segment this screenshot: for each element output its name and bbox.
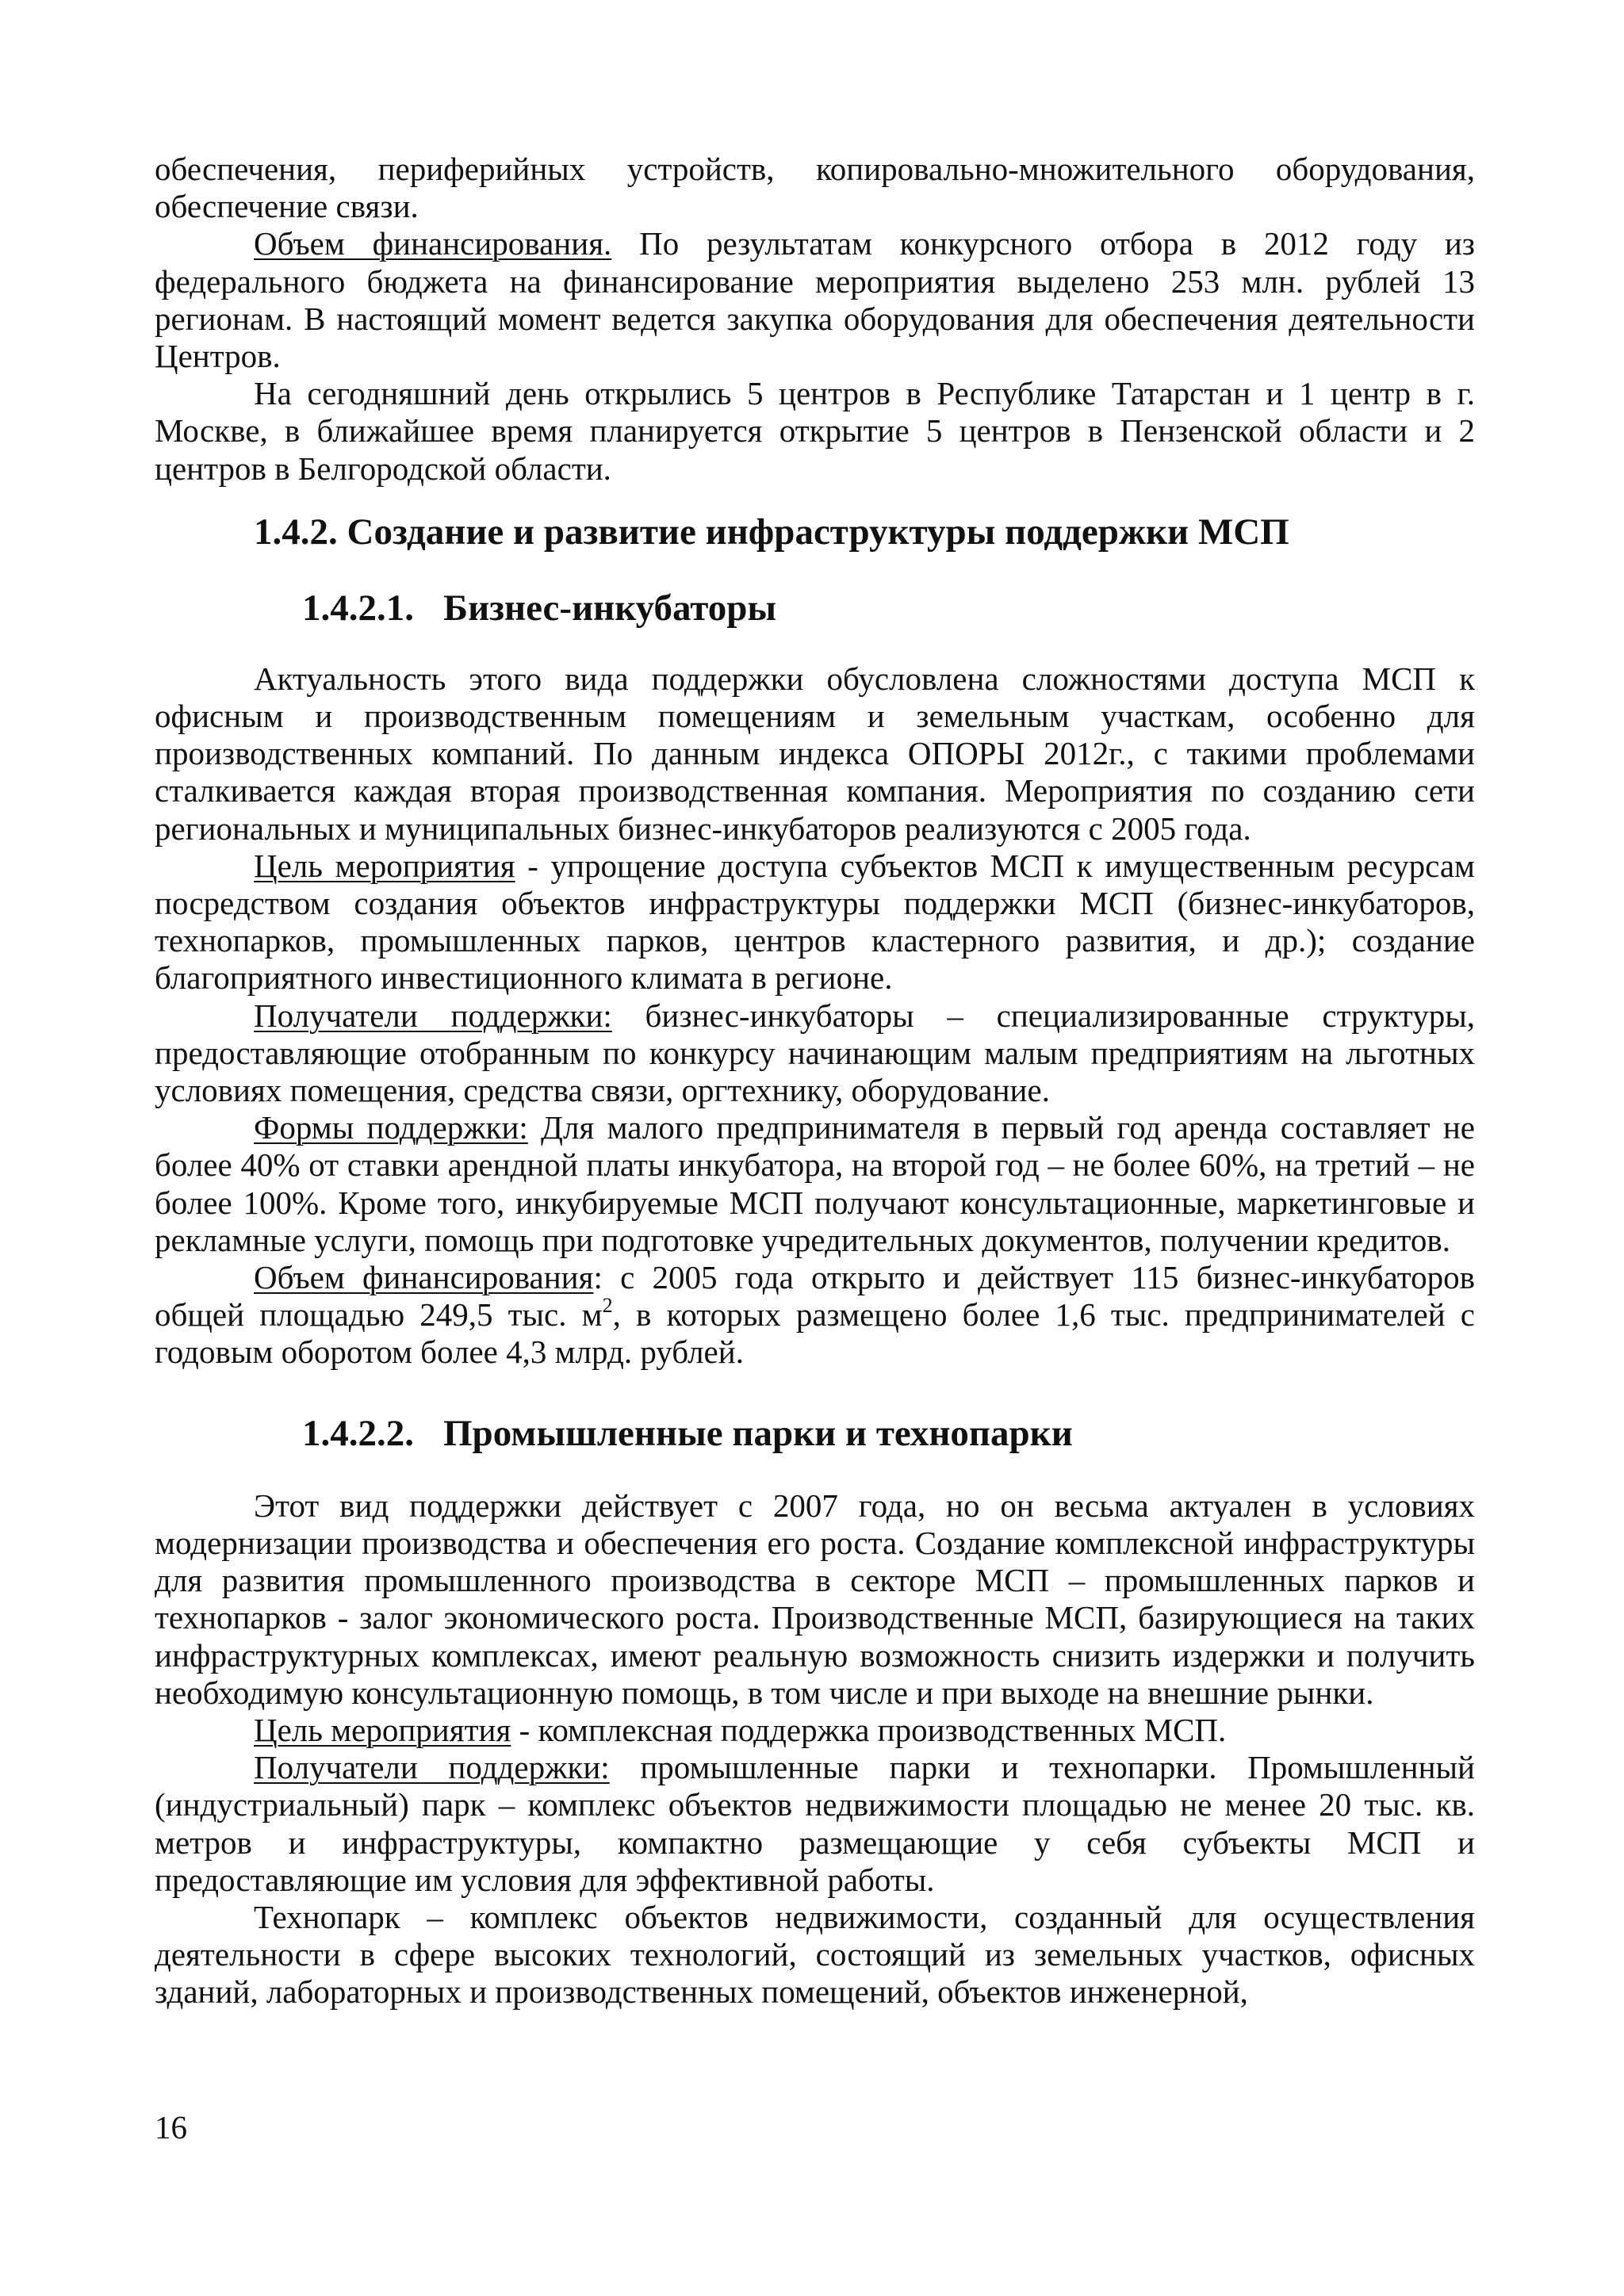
label-recipients: Получатели поддержки: [254, 1749, 610, 1786]
superscript-2: 2 [602, 1294, 613, 1318]
heading-title: Промышленные парки и технопарки [443, 1412, 1073, 1454]
label-goal: Цель мероприятия [254, 1711, 511, 1748]
label-forms: Формы поддержки: [254, 1109, 528, 1146]
label-financing: Объем финансирования [254, 1259, 594, 1296]
label-goal: Цель мероприятия [254, 847, 515, 884]
text-financing-a: : с 2005 года открыто и действует 115 бизнес-инкубаторов общей площадью 249,5 тыс. м [155, 1259, 1475, 1334]
paragraph-incubators-financing [155, 1259, 1475, 1372]
paragraph-incubators-recipients [155, 997, 1475, 1110]
paragraph-parks-goal [155, 1712, 1475, 1749]
heading-number: 1.4.2.1. [302, 587, 414, 629]
paragraph-parks-relevance: Этот вид поддержки действует с 2007 года, но он весьма актуален в условиях модернизации производства и обеспечения его роста. Создание комплексной инфраструктуры для развития промышленного производства в секторе МСП – промышленных парков и технопарков - залог экономического роста. Производственные МСП, базирующиеся на таких инфраструктурных комплексах, имеют реальную возможность снизить издержки и получить необходимую консультационную помощь, в том числе и при выходе на внешние рынки. [155, 1487, 1475, 1711]
paragraph-incubators-goal [155, 848, 1475, 997]
heading-title: Бизнес-инкубаторы [443, 587, 777, 629]
text-recipients: бизнес-инкубаторы – специализированные структуры, предоставляющие отобранным по конкурсу начинающим малым предприятиям на льготных условиях помещения, средства связи, оргтехнику, оборудование. [155, 997, 1475, 1109]
text-financing-volume: По результатам конкурсного отбора в 2012 году из федерального бюджета на финансирование мероприятия выделено 253 млн. рублей 13 регионам. В настоящий момент ведется закупка оборудования для обеспечения деятельности Центров. [155, 225, 1476, 375]
text-goal: - упрощение доступа субъектов МСП к имущественным ресурсам посредством создания объектов инфраструктуры поддержки МСП (бизнес-инкубаторов, технопарков, промышленных парков, центров кластерного развития, и др.); создание благоприятного инвестиционного климата в регионе. [155, 847, 1475, 997]
label-recipients: Получатели поддержки: [254, 997, 612, 1034]
text-forms: Для малого предпринимателя в первый год аренда составляет не более 40% от ставки арендной платы инкубатора, на второй год – не более 60%, на третий – не более 100%. Кроме того, инкубируемые МСП получают консультационные, маркетинговые и рекламные услуги, помощь при подготовке учредительных документов, получении кредитов. [155, 1109, 1475, 1258]
paragraph-technopark: Технопарк – комплекс объектов недвижимости, созданный для осуществления деятельности в сфере высоких технологий, состоящий из земельных участков, офисных зданий, лабораторных и производственных помещений, объектов инженерной, [155, 1898, 1475, 2011]
page-number: 16 [155, 2109, 187, 2145]
heading-number: 1.4.2.2. [302, 1412, 414, 1454]
paragraph-parks-recipients [155, 1749, 1475, 1899]
paragraph-incubators-forms [155, 1109, 1475, 1259]
heading-1-4-2-2 [155, 1411, 1475, 1456]
document-page [155, 151, 1475, 2011]
heading-1-4-2: 1.4.2. Создание и развитие инфраструктуры поддержки МСП [254, 511, 1289, 553]
paragraph-incubators-relevance: Актуальность этого вида поддержки обусловлена сложностями доступа МСП к офисным и производственным помещениям и земельным участкам, особенно для производственных компаний. По данным индекса ОПОРЫ 2012г., с такими проблемами сталкивается каждая вторая производственная компания. Мероприятия по созданию сети региональных и муниципальных бизнес-инкубаторов реализуются с 2005 года. [155, 660, 1475, 847]
paragraph-support-equipment: обеспечения, периферийных устройств, копировально-множительного оборудования, обеспечение связи. [155, 151, 1475, 225]
text-goal: - комплексная поддержка производственных МСП. [511, 1711, 1227, 1748]
label-financing-volume: Объем финансирования. [254, 225, 612, 262]
text-financing-b: , в которых размещено более 1,6 тыс. предпринимателей с годовым оборотом более 4,3 млрд. рублей. [155, 1296, 1475, 1371]
text-recipients: промышленные парки и технопарки. Промышленный (индустриальный) парк – комплекс объектов недвижимости площадью не менее 20 тыс. кв. метров и инфраструктуры, компактно размещающие у себя субъекты МСП и предоставляющие им условия для эффективной работы. [155, 1749, 1476, 1898]
paragraph-centers-opened: На сегодняшний день открылись 5 центров в Республике Татарстан и 1 центр в г. Москве, в ближайшее время планируется открытие 5 центров в Пензенской области и 2 центров в Белгородской области. [155, 375, 1475, 487]
heading-1-4-2-1 [155, 586, 1475, 630]
paragraph-financing-volume [155, 225, 1475, 375]
